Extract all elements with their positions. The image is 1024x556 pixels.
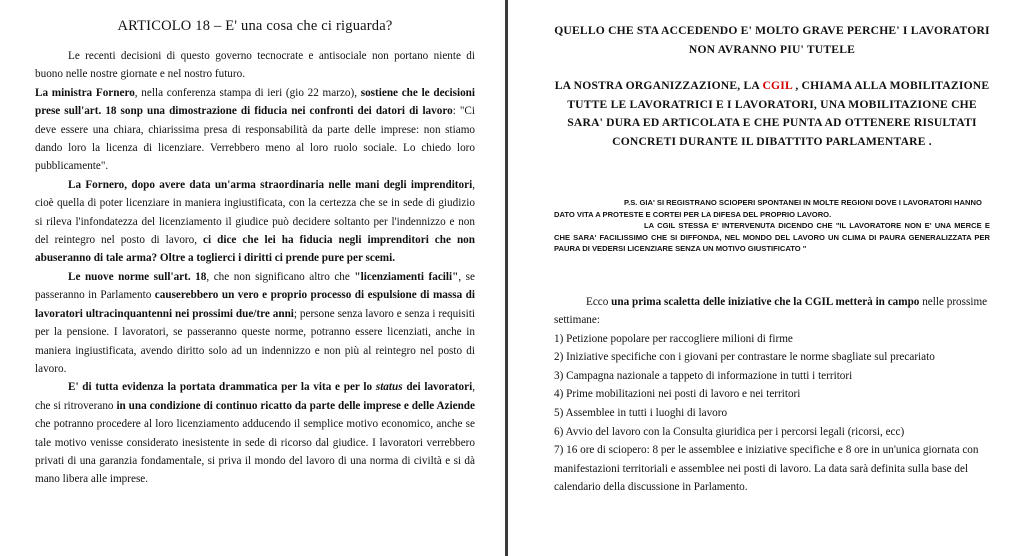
- paragraph-fornero: [35, 84, 475, 176]
- text: che potranno procedere al loro licenziamento adducendo il semplice motivo economico, anche se tale motivo venisse considerato inesistente in sede di ricorso dal giudice. I lavoratori verrebbero privati di una garanzia fondamentale, si priva il mondo del lavoro di una norma di civiltà e si dà mano libera alle imprese.: [35, 418, 475, 486]
- list-item: 5) Assemblee in tutti i luoghi di lavoro: [554, 407, 728, 420]
- italic-bold-text: status: [375, 381, 403, 394]
- bold-text: in una condizione di continuo ricatto da parte delle imprese e delle Aziende: [116, 399, 475, 412]
- initiatives-section: [554, 293, 990, 498]
- list-item: 2) Iniziative specifiche con i giovani per contrastare le norme sbagliate sul precariato: [554, 351, 935, 364]
- bold-text: dei lavoratori: [402, 381, 473, 394]
- text: ; persone senza lavoro e senza i requisiti per la pensione. I lavoratori, se passeranno queste norme, potranno essere licenziati, anche in maniera ingiustificata, avendo diritto solo ad un indennizzo e non più al reintegro nel posto di lavoro.: [35, 307, 475, 375]
- bold-text: "licenziamenti facili": [354, 270, 459, 283]
- left-page: [0, 0, 505, 556]
- heading-warning: QUELLO CHE STA ACCEDENDO E' MOLTO GRAVE PERCHE' I LAVORATORI NON AVRANNO PIU' TUTELE: [554, 24, 990, 56]
- bold-text: Le nuove norme sull'art. 18: [68, 270, 207, 283]
- bold-text: una prima scaletta delle iniziative che la CGIL metterà in campo: [611, 295, 920, 308]
- bold-text: causerebbero un vero e proprio processo di espulsione di massa di lavoratori ultracinquantenni nei prossimi due/tre anni: [35, 289, 476, 320]
- list-item: 1) Petizione popolare per raccogliere milioni di firme: [554, 332, 793, 345]
- postscript-strikes: P.S. GIA' SI REGISTRANO SCIOPERI SPONTANEI IN MOLTE REGIONI DOVE I LAVORATORI HANNO DATO VITA A PROTESTE E CORTEI PER LA DIFESA DEL PROPRIO LAVORO.: [554, 198, 982, 219]
- text: Ecco: [586, 295, 612, 308]
- text: nelle prossime settimane:: [554, 295, 988, 327]
- list-item: 3) Campagna nazionale a tappeto di informazione in tutti i territori: [554, 369, 853, 382]
- bold-text: ci dice che lei ha fiducia negli imprenditori che non abuseranno di tale arma? Oltre a toglierci i diritti ci prende pure per scemi.: [35, 234, 475, 265]
- right-page: [508, 0, 1024, 556]
- paragraph-dramatic: [35, 378, 475, 488]
- text: , che non significano altro che: [206, 270, 355, 283]
- text: , CHIAMA ALLA MOBILITAZIONE TUTTE LE LAVORATRICI E I LAVORATORI, UNA MOBILITAZIONE CHE SARA' DURA ED ARTICOLATA E CHE PUNTA AD OTTENERE RISULTATI CONCRETI DURANTE IL DIBATTITO PARLAMENTARE .: [567, 79, 990, 148]
- list-item: 6) Avvio del lavoro con la Consulta giuridica per i percorsi legali (ricorsi, ecc): [554, 425, 905, 438]
- bold-text: La Fornero, dopo avere data un'arma straordinaria nelle mani degli imprenditori: [68, 178, 473, 191]
- left-body: [35, 47, 475, 489]
- postscript-cgil-quote: LA CGIL STESSA E' INTERVENUTA DICENDO CHE "IL LAVORATORE NON E' UNA MERCE E CHE SARA' FACILISSIMO CHE SI DIFFONDA, NEL MONDO DEL LAVORO UN CLIMA DI PAURA GENERALIZZATA PER PAURA DI VEDERSI LICENZIARE SENZA UN MOTIVO GIUSTIFICATO ": [554, 221, 990, 253]
- text: , se passeranno in Parlamento: [35, 270, 475, 302]
- text: , nella conferenza stampa di ieri (gio 22 marzo),: [134, 86, 361, 99]
- heading-mobilization: [554, 77, 990, 151]
- cgil-label: CGIL: [762, 79, 793, 92]
- bold-text: La ministra Fornero: [35, 86, 135, 99]
- list-item: 7) 16 ore di sciopero: 8 per le assemblee e iniziative specifiche e 8 ore in un'unica giornata con manifestazioni territoriali e assemblee nei posti di lavoro. La data sarà definita sulla base del calendario della discussione in Parlamento.: [554, 444, 979, 494]
- initiatives-intro: [554, 293, 990, 330]
- paragraph-intro: Le recenti decisioni di questo governo tecnocrate e antisociale non portano niente di buono nelle nostre giornate e nel nostro futuro.: [35, 50, 475, 81]
- list-item: 4) Prime mobilitazioni nei posti di lavoro e nei territori: [554, 388, 801, 401]
- paragraph-weapon: [35, 176, 475, 268]
- text: , che si ritroverano: [35, 381, 475, 412]
- article-title: ARTICOLO 18 – E' una cosa che ci riguarda?: [117, 18, 393, 34]
- initiatives-list: [554, 330, 990, 497]
- bold-text: E' di tutta evidenza la portata drammatica per la vita e per lo: [68, 381, 376, 394]
- text: , cioè quella di poter licenziare in maniera ingiustificata, con la certezza che se in sede di giudizio si rileva l'infondatezza del licenziamento il giudice può decidere soltanto per l'indennizzo e non del reintegro nel posto di lavoro,: [35, 178, 475, 247]
- postscript: [554, 197, 990, 255]
- paragraph-new-rules: [35, 268, 475, 378]
- text: : "Ci deve essere una chiara, chiarissima presa di responsabilità da parte delle imprese: non stiamo dando loro la licenza di licenziare. Verrebbero meno al loro ruolo sociale. Lo chiedo loro pubblicamente".: [35, 105, 475, 173]
- bold-text: sostiene che le decisioni prese sull'art. 18 sonp una dimostrazione di fiducia nei confronti dei datori di lavoro: [35, 86, 475, 118]
- text: LA NOSTRA ORGANIZZAZIONE, LA: [554, 79, 763, 92]
